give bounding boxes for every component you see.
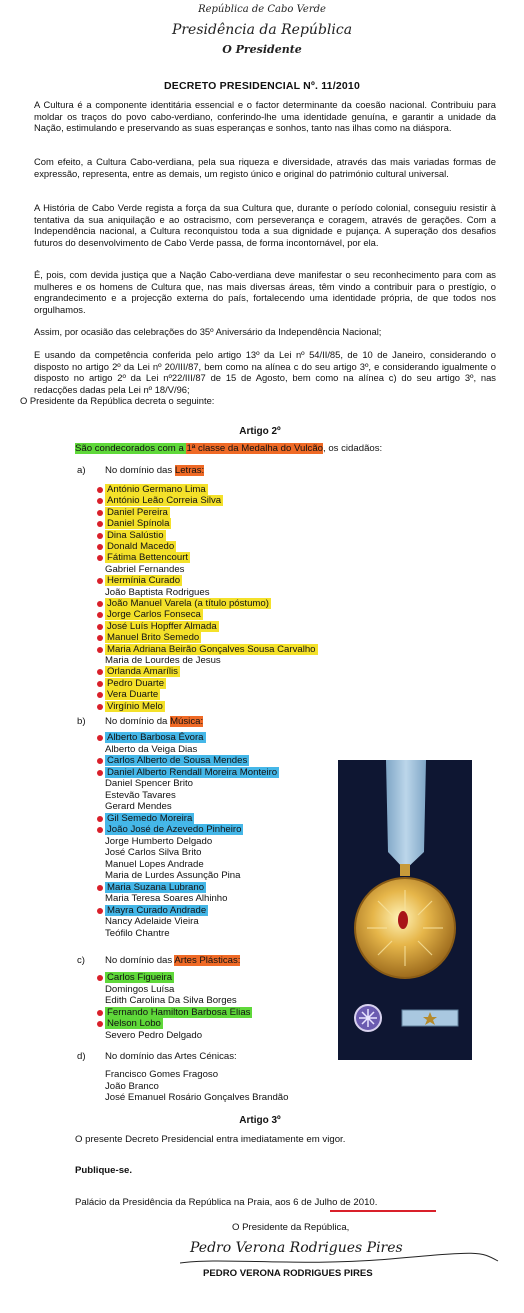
red-bullet-marker [97,510,103,516]
red-bullet-marker [97,624,103,630]
honoree-name: Carlos Figueira [107,972,173,983]
honoree-name: Severo Pedro Delgado [105,1030,203,1041]
section-prefix: No domínio da [105,716,171,727]
red-bullet-marker [97,681,103,687]
place-date-line [75,1197,377,1209]
list-item [105,995,237,1007]
red-bullet-marker [97,770,103,776]
list-item [105,598,271,610]
honoree-name: Teófilo Chantre [105,927,170,939]
honoree-name: Gabriel Fernandes [105,563,185,575]
honoree-name: José Emanuel Rosário Gonçalves Brandão [105,1092,289,1104]
honoree-name: Fernando Hamilton Barbosa Elias [107,1006,251,1018]
section-field: Letras: [174,465,205,476]
honoree-name: José Carlos Silva Brito [105,847,202,858]
list-item [105,564,184,576]
honoree-name: Daniel Spencer Brito [105,778,193,789]
paragraph: O Presidente da República decreta o seguinte: [20,395,215,406]
list-item [105,882,206,894]
list-item [105,1007,252,1019]
section-heading-artes-cenicas [77,1051,237,1063]
honoree-name: Jorge Humberto Delgado [105,835,213,847]
honoree-name: Fátima Bettencourt [107,552,189,564]
list-item [105,916,199,928]
list-item [105,495,223,507]
honoree-name: Gerard Mendes [105,801,172,812]
list-item [105,847,202,859]
article-3-heading: Artigo 3º [239,1115,281,1126]
signature-flourish [180,1243,500,1271]
section-heading-artes-plasticas [77,955,240,967]
list-item [105,755,249,767]
red-bullet-marker [97,669,103,675]
paragraph: E usando da competência conferida pelo artigo 13º da Lei nº 54/II/85, de 10 de Janeiro, considerando o disposto no artigo 2º da Lei nº 20/III/87, bem como na alínea c do seu artigo 3º, e considerando igualmente o disposto no artigo 2º da Lei nº22/III/87 de 15 de Agosto, bem como na alínea c) do seu artigo 3º, nas redacções dadas pela Lei nº 18/V/96; [34,349,496,396]
red-bullet-marker [97,885,103,891]
red-bullet-marker [97,612,103,618]
list-item [105,552,190,564]
list-item [105,984,174,996]
honoree-name: Dina Salústio [107,529,164,541]
honoree-name: Mayra Curado Andrade [107,904,207,916]
list-item [105,541,176,553]
section-letter: b) [77,716,86,727]
list-item [105,1069,218,1081]
header-presidency: Presidência da República [171,22,353,38]
honoree-name: Daniel Alberto Rendall Moreira Monteiro [107,766,278,778]
section-field: Música: [170,716,204,727]
honoree-name: José Luís Hopffer Almada [107,620,217,632]
red-bullet-marker [97,578,103,584]
honoree-name: Daniel Spínola [107,518,170,530]
list-item [105,824,243,836]
list-item [105,666,180,678]
honoree-name: Maria Teresa Soares Alhinho [105,893,228,904]
list-item [105,689,160,701]
honoree-name: Pedro Duarte [107,677,165,689]
red-bullet-marker [97,704,103,710]
list-item [105,701,165,713]
honoree-name: António Leão Correia Silva [107,495,222,507]
list-item [105,1092,288,1104]
paragraph: A Cultura é a componente identitária essencial e o factor determinante da coesão nacional. Contribuiu para moldar os traços do povo cabo-verdiano, conferindo-lhe uma identidade genuína, e garantir a unidade da Nação, estimulando e preservando as suas esperanças e sonhos, tanto nas ilhas como na diáspora. [34,99,496,134]
medal-illustration [338,760,472,1060]
honoree-name: João José de Azevedo Pinheiro [107,824,242,835]
red-bullet-marker [97,908,103,914]
honoree-name: Vera Duarte [107,689,159,701]
list-item [105,678,166,690]
date-underline [330,1210,436,1212]
red-bullet-marker [97,827,103,833]
honoree-name: Maria de Lurdes Assunção Pina [105,870,241,881]
section-field: Artes Plásticas: [174,955,241,966]
paragraph: Assim, por ocasião das celebrações do 35º Aniversário da Independência Nacional; [34,326,382,337]
sign-label: O Presidente da República, [232,1222,350,1233]
list-item [105,893,227,905]
medal-photo [338,760,472,1060]
honoree-name: Domingos Luísa [105,983,175,995]
section-prefix: No domínio das [105,955,175,966]
list-item [105,609,203,621]
list-item [105,778,193,790]
signature-script: Pedro Verona Rodrigues Pires [190,1240,403,1256]
publish-line: Publique-se. [75,1165,133,1176]
section-heading-musica [77,716,203,728]
red-bullet-marker [97,635,103,641]
list-item [105,1018,163,1030]
place-end: . [374,1197,378,1208]
list-item [105,767,279,779]
section-heading-letras [77,465,204,477]
honoree-name: Maria Suzana Lubrano [107,881,205,893]
red-bullet-marker [97,487,103,493]
red-bullet-marker [97,692,103,698]
section-prefix: No domínio das [105,465,175,476]
honoree-name: António Germano Lima [107,484,206,495]
decree-title: DECRETO PRESIDENCIAL Nº. 11/2010 [164,80,360,92]
list-item [105,484,208,496]
list-item [105,972,174,984]
intro-highlight-green: São condecorados com a [75,443,187,454]
list-item [105,587,210,599]
honoree-name: Maria de Lourdes de Jesus [105,655,221,666]
list-item [105,928,170,940]
red-bullet-marker [97,647,103,653]
red-bullet-marker [97,601,103,607]
red-bullet-marker [97,544,103,550]
honoree-name: João Manuel Varela (a título póstumo) [107,598,269,609]
paragraph: É, pois, com devida justiça que a Nação Cabo-verdiana deve manifestar o seu reconhecimento para com as mulheres e os homens de Cultura que, nas mais diversas áreas, têm vindo a contribuir para o prestígio, o engrandecimento e a projecção externa do país, fortalecendo uma identidade própria, de que todos nos orgulhamos. [34,269,496,316]
red-bullet-marker [97,1021,103,1027]
red-bullet-marker [97,1010,103,1016]
honoree-name: Estevão Tavares [105,789,176,801]
place-text: Palácio da Presidência da República na Praia, aos [75,1197,294,1208]
list-item [105,836,212,848]
article-3-text: O presente Decreto Presidencial entra imediatamente em vigor. [75,1134,346,1145]
list-item [105,744,197,756]
red-bullet-marker [97,533,103,539]
article-2-intro [75,443,382,455]
honoree-name: Maria Adriana Beirão Gonçalves Sousa Carvalho [107,643,316,655]
honoree-name: Gil Semedo Moreira [107,812,193,824]
article-2-heading: Artigo 2º [239,426,281,437]
honoree-name: Manuel Brito Semedo [107,632,200,644]
list-item [105,813,194,825]
list-item [105,1030,202,1042]
header-president: O Presidente [222,43,302,56]
list-item [105,530,166,542]
honoree-name: Hermínia Curado [107,575,181,587]
red-bullet-marker [97,555,103,561]
list-item [105,655,221,667]
list-item [105,870,240,882]
header-republic: República de Cabo Verde [198,4,326,15]
list-item [105,801,172,813]
red-bullet-marker [97,758,103,764]
signatory-name: PEDRO VERONA RODRIGUES PIRES [203,1268,373,1279]
red-bullet-marker [97,521,103,527]
medal-class-highlight: 1ª classe da Medalha do Vulcão [186,443,323,454]
honoree-name: Jorge Carlos Fonseca [107,609,201,621]
section-prefix: No domínio das Artes Cénicas: [105,1051,237,1062]
honoree-name: Nancy Adelaide Vieira [105,916,199,927]
section-letter: c) [77,955,85,966]
honoree-name: Virgínio Melo [107,700,163,712]
list-item [105,859,204,871]
red-bullet-marker [97,975,103,981]
list-item [105,732,206,744]
decree-date: 6 de Julho de 2010 [293,1197,375,1208]
honoree-name: Manuel Lopes Andrade [105,858,204,870]
section-letter: a) [77,465,86,476]
honoree-name: Daniel Pereira [107,506,168,518]
red-bullet-marker [97,498,103,504]
honoree-name: Donald Macedo [107,541,175,552]
paragraph: Com efeito, a Cultura Cabo-verdiana, pela sua riqueza e diversidade, através das mais variadas formas de expressão, representa, entre as demais, um registo único e original do património cultural universal. [34,156,496,179]
honoree-name: Francisco Gomes Fragoso [105,1069,219,1080]
honoree-name: Edith Carolina Da Silva Borges [105,995,237,1007]
section-letter: d) [77,1051,86,1062]
list-item [105,575,182,587]
honoree-name: Orlanda Amarílis [107,666,178,678]
honoree-name: Carlos Alberto de Sousa Mendes [107,755,248,766]
list-item [105,518,171,530]
list-item [105,621,219,633]
paragraph: A História de Cabo Verde regista a força da sua Cultura que, durante o período colonial, conseguiu resistir à tentativa da sua aniquilação e ao ostracismo, com perseverança e coragem, através de gerações. Com a Independência nacional, a Cultura reconquistou toda a sua dignidade e pujança. A superação dos desafios futuros do desenvolvimento de Cabo Verde passa, de forma incontornável, por ela. [34,202,496,249]
list-item [105,1081,159,1093]
red-bullet-marker [97,816,103,822]
list-item [105,790,176,802]
honoree-name: Alberto Barbosa Évora [107,732,204,743]
list-item [105,905,208,917]
honoree-name: Alberto da Veiga Dias [105,743,198,755]
intro-end: , os cidadãos: [323,443,383,454]
list-item [105,507,170,519]
honoree-name: João Baptista Rodrigues [105,586,210,598]
list-item [105,644,318,656]
honoree-name: João Branco [105,1080,159,1092]
list-item [105,632,201,644]
honoree-name: Nelson Lobo [107,1018,161,1030]
red-bullet-marker [97,735,103,741]
